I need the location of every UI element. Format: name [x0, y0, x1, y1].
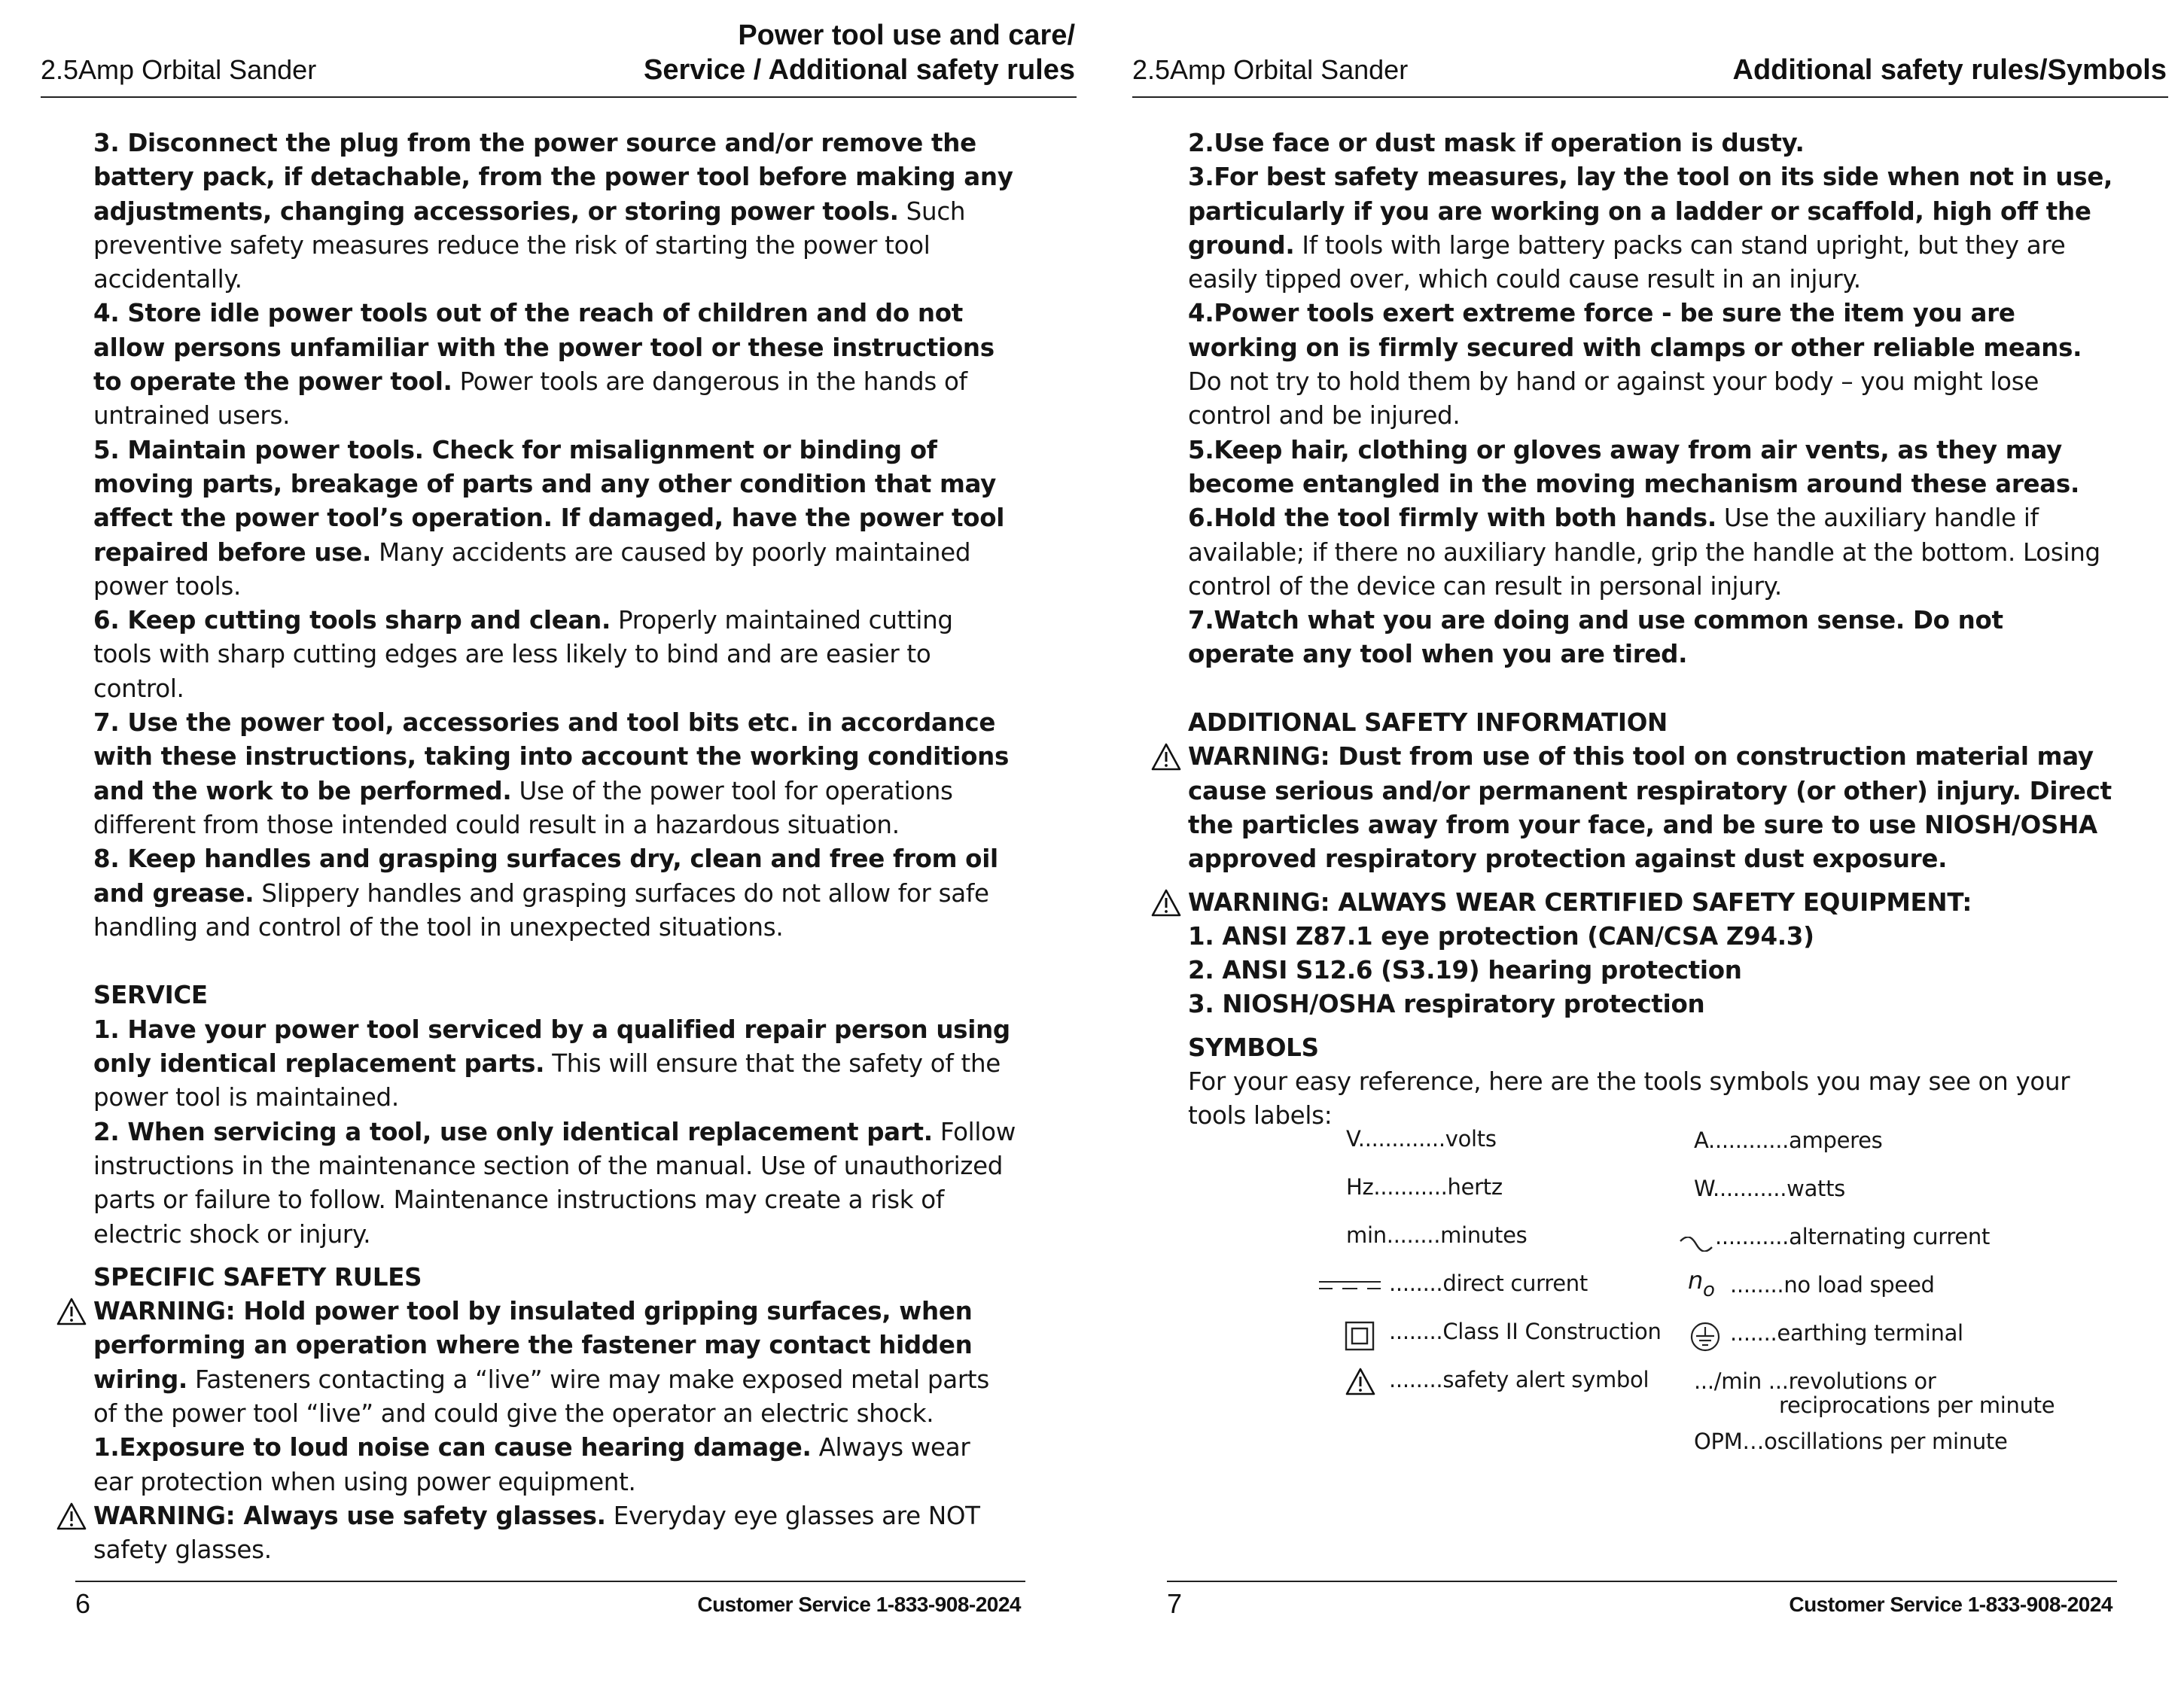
rule-item: 6.Hold the tool firmly with both hands. Use the auxiliary handle if available; if there no auxiliary handle, grip the handle at the bottom. Losing control of the device can result in personal injury.: [1188, 504, 2100, 601]
header-divider: [1132, 96, 2168, 98]
warning-safety-equipment: WARNING: ALWAYS WEAR CERTIFIED SAFETY EQUIPMENT:: [1188, 886, 2114, 920]
footer-divider: [75, 1581, 1025, 1582]
right-page: [1092, 0, 2183, 1689]
service-heading: SERVICE: [93, 981, 208, 1010]
rule-item: 5. Maintain power tools. Check for misalignment or binding of moving parts, breakage of parts and any other condition that may affect the power tool’s operation. If damaged, have the power tool repaired before use. Many accidents are caused by poorly maintained power tools.: [93, 435, 1005, 601]
warning-icon: [1150, 888, 1182, 918]
rule-item: 7.Watch what you are doing and use common sense. Do not operate any tool when you are tired.: [1188, 606, 2003, 669]
rule-item: 6. Keep cutting tools sharp and clean. Properly maintained cutting tools with sharp cutting edges are less likely to bind and are easier to control.: [93, 606, 953, 703]
product-model: 2.5Amp Orbital Sander: [1132, 54, 1409, 85]
rule-item: 2.Use face or dust mask if operation is dusty.: [1188, 129, 1805, 157]
symbol-safety-alert: ........safety alert symbol: [1389, 1367, 1649, 1392]
warning-icon: [56, 1502, 87, 1532]
symbol-minutes: min........minutes: [1346, 1222, 1528, 1248]
warning-hidden-wiring: WARNING: Hold power tool by insulated gripping surfaces, when performing an operation where the fastener may contact hidden wiring. Fasteners contacting a “live” wire may make exposed metal parts of the power tool “live” and could give the operator an electric shock.: [93, 1295, 1016, 1431]
rule-item: 3. Disconnect the plug from the power source and/or remove the battery pack, if detachable, from the power tool before making any adjustments, changing accessories, or storing power tools. Such preventive safety measures reduce the risk of starting the power tool accidentally.: [93, 129, 1013, 294]
rule-item: 7. Use the power tool, accessories and tool bits etc. in accordance with these instructions, taking into account the working conditions and the work to be performed. Use of the power tool for operations different from those intended could result in a hazardous situation.: [93, 708, 1010, 839]
class-ii-construction-icon: [1345, 1321, 1375, 1351]
symbol-amperes: A............amperes: [1694, 1128, 1883, 1153]
equipment-item: 3. NIOSH/OSHA respiratory protection: [1188, 990, 1705, 1019]
header-divider: [41, 96, 1077, 98]
warning-dust: WARNING: Dust from use of this tool on construction material may cause serious and/or permanent respiratory (or other) injury. Direct the particles away from your face, and be sure to use NIOSH/OSHA approved respiratory protection against dust exposure.: [1188, 740, 2114, 876]
rule-item: 4.Power tools exert extreme force - be sure the item you are working on is firmly secured with clamps or other reliable means. Do not try to hold them by hand or against your body – you might lose control and be injured.: [1188, 299, 2082, 431]
page-number: 6: [75, 1588, 91, 1619]
page-title-line1: Power tool use and care/: [738, 20, 1075, 51]
page-title: [644, 18, 1075, 87]
symbol-watts: W...........watts: [1694, 1176, 1845, 1201]
symbols-intro: For your easy reference, here are the tools symbols you may see on your tools labels:: [1188, 1067, 2070, 1131]
symbol-direct-current: ........direct current: [1389, 1271, 1588, 1296]
rule-item: 4. Store idle power tools out of the reach of children and do not allow persons unfamiliar with the power tool or these instructions to operate the power tool. Power tools are dangerous in the hands of untrained users.: [93, 299, 995, 431]
rule-item-noise: 1.Exposure to loud noise can cause hearing damage. Always wear ear protection when using power equipment.: [93, 1433, 970, 1496]
symbol-earthing-terminal: .......earthing terminal: [1730, 1320, 1963, 1346]
symbol-no-load-speed: ........no load speed: [1730, 1272, 1935, 1298]
no-load-speed-icon: $n_o$: [1688, 1266, 1715, 1301]
left-body: [93, 126, 1016, 1567]
alternating-current-icon: [1679, 1237, 1713, 1252]
equipment-item: 1. ANSI Z87.1 eye protection (CAN/CSA Z94.3): [1188, 921, 1814, 951]
symbols-heading: SYMBOLS: [1188, 1033, 1319, 1062]
safety-alert-icon: [1345, 1367, 1376, 1397]
customer-service: Customer Service 1-833-908-2024: [1789, 1593, 2112, 1616]
symbol-alternating-current: ...........alternating current: [1715, 1224, 1991, 1249]
right-body: [1188, 126, 2114, 1134]
equipment-item: 2. ANSI S12.6 (S3.19) hearing protection: [1188, 956, 1742, 985]
service-item: 2. When servicing a tool, use only identical replacement part. Follow instructions in the maintenance section of the manual. Use of unauthorized parts or failure to follow. Maintenance instructions may create a risk of electric shock or injury.: [93, 1117, 1016, 1249]
rule-item: 8. Keep handles and grasping surfaces dry, clean and free from oil and grease. Slippery handles and grasping surfaces do not allow for safe handling and control of the tool in unexpected situations.: [93, 844, 998, 942]
service-item: 1. Have your power tool serviced by a qualified repair person using only identical replacement parts. This will ensure that the safety of the power tool is maintained.: [93, 1015, 1010, 1112]
symbol-hertz: Hz...........hertz: [1346, 1174, 1503, 1200]
symbol-revolutions: .../min ...revolutions or: [1694, 1368, 1936, 1394]
footer-divider: [1167, 1581, 2117, 1582]
page-number: 7: [1167, 1588, 1183, 1619]
direct-current-icon: [1317, 1280, 1382, 1292]
rule-item: 5.Keep hair, clothing or gloves away from air vents, as they may become entangled in the moving mechanism around these areas.: [1188, 435, 2080, 498]
customer-service: Customer Service 1-833-908-2024: [697, 1593, 1021, 1616]
page-title-line2: Service / Additional safety rules: [643, 54, 1075, 86]
warning-safety-glasses: WARNING: Always use safety glasses. Everyday eye glasses are NOT safety glasses.: [93, 1499, 1016, 1568]
specific-safety-heading: SPECIFIC SAFETY RULES: [93, 1262, 422, 1292]
rule-item: 3.For best safety measures, lay the tool on its side when not in use, particularly if you are working on a ladder or scaffold, high off the ground. If tools with large battery packs can stand upright, but they are easily tipped over, which could cause result in an injury.: [1188, 163, 2113, 294]
symbol-reciprocations: reciprocations per minute: [1779, 1392, 2055, 1418]
additional-safety-heading: ADDITIONAL SAFETY INFORMATION: [1188, 708, 1668, 738]
warning-icon: [56, 1297, 87, 1327]
product-model: 2.5Amp Orbital Sander: [41, 54, 317, 85]
symbol-volts: V.............volts: [1346, 1126, 1497, 1152]
symbol-class-ii: ........Class II Construction: [1389, 1319, 1662, 1344]
page-title: Additional safety rules/Symbols: [1732, 54, 2167, 86]
warning-icon: [1150, 742, 1182, 772]
symbol-opm: OPM…oscillations per minute: [1694, 1429, 2008, 1454]
earthing-terminal-icon: [1689, 1321, 1721, 1353]
